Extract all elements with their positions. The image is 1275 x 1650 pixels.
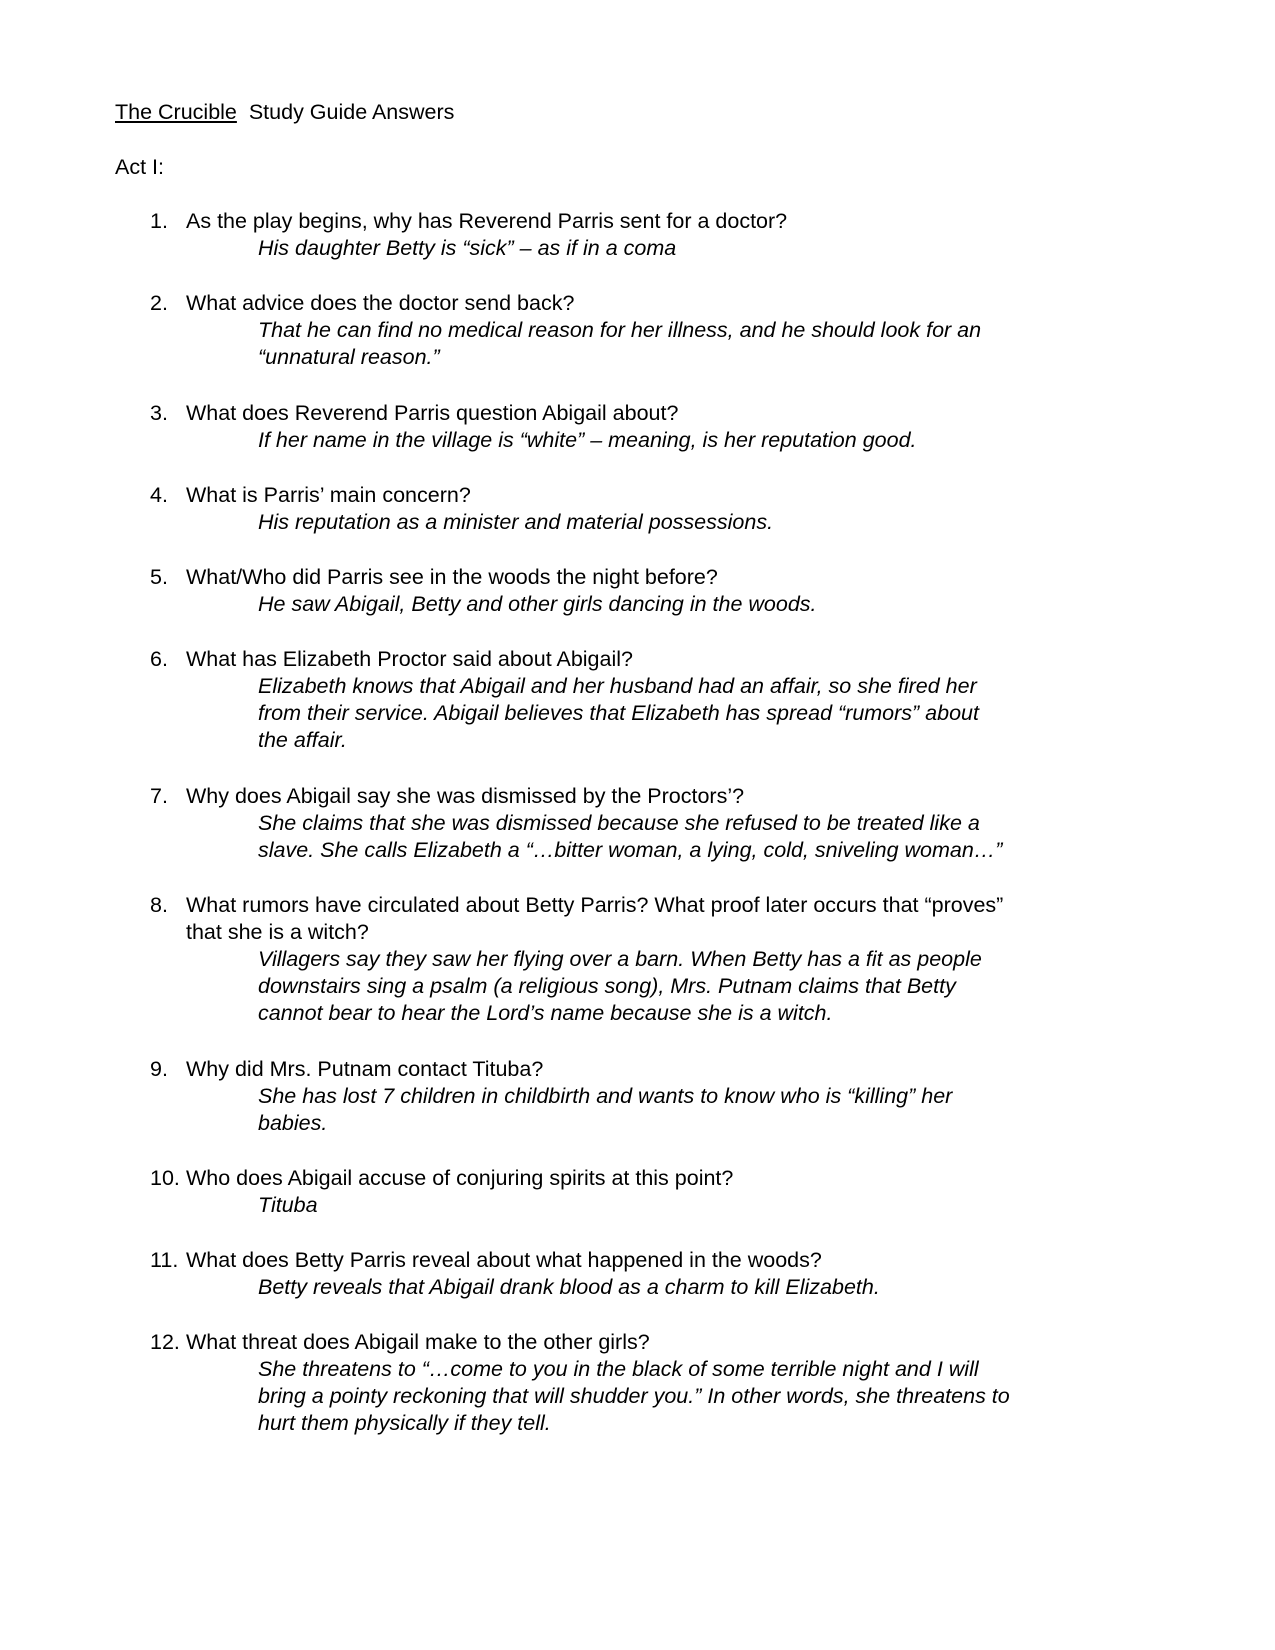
question-text: What is Parris’ main concern? [186,483,471,507]
question-text: Why does Abigail say she was dismissed by the Proctors’? [186,784,745,808]
answer-text: If her name in the village is “white” – meaning, is her reputation good. [258,428,917,452]
question-number: 4. [150,483,168,507]
answer-text: cannot bear to hear the Lord’s name because she is a witch. [258,1001,833,1025]
answer-text: She threatens to “…come to you in the black of some terrible night and I will [258,1357,979,1381]
question-number: 8. [150,893,168,917]
question-number: 11. [150,1248,179,1272]
answer-text: hurt them physically if they tell. [258,1411,551,1435]
question-number: 5. [150,565,168,589]
question-item [150,646,1150,754]
question-text: Why did Mrs. Putnam contact Tituba? [186,1057,544,1081]
answer-text: babies. [258,1111,328,1135]
question-number: 9. [150,1057,168,1081]
question-number: 2. [150,291,168,315]
answer-text: the affair. [258,728,347,752]
question-item [150,400,1150,454]
question-number: 1. [150,209,168,233]
question-text: What/Who did Parris see in the woods the night before? [186,565,718,589]
question-item [150,290,1150,371]
title-subtitle: Study Guide Answers [248,100,455,124]
answer-text: Villagers say they saw her flying over a barn. When Betty has a fit as people [258,947,982,971]
answer-text: downstairs sing a psalm (a religious song), Mrs. Putnam claims that Betty [258,974,956,998]
question-text: As the play begins, why has Reverend Parris sent for a doctor? [186,209,788,233]
answer-text: That he can find no medical reason for her illness, and he should look for an [258,318,982,342]
question-item [150,783,1150,864]
question-item [150,892,1150,1027]
question-number: 12. [150,1330,180,1354]
document-title [115,99,454,126]
answer-text: Elizabeth knows that Abigail and her husband had an affair, so she fired her [258,674,977,698]
question-item [150,1056,1150,1137]
answer-text: His daughter Betty is “sick” – as if in a coma [258,236,677,260]
question-item [150,208,1150,262]
answer-text: She has lost 7 children in childbirth and wants to know who is “killing” her [258,1084,953,1108]
question-item [150,564,1150,618]
answer-text: Tituba [258,1193,318,1217]
question-text: What has Elizabeth Proctor said about Abigail? [186,647,633,671]
question-text: Who does Abigail accuse of conjuring spirits at this point? [186,1166,734,1190]
question-item [150,1247,1150,1301]
question-number: 7. [150,784,168,808]
question-text: What does Reverend Parris question Abigail about? [186,401,679,425]
answer-text: He saw Abigail, Betty and other girls dancing in the woods. [258,592,817,616]
question-number: 3. [150,401,168,425]
answer-text: His reputation as a minister and material possessions. [258,510,774,534]
answer-text: “unnatural reason.” [258,345,440,369]
question-number: 10. [150,1166,180,1190]
question-text: What does Betty Parris reveal about what happened in the woods? [186,1248,822,1272]
question-text: What rumors have circulated about Betty Parris? What proof later occurs that “proves” [186,893,1004,917]
answer-text: bring a pointy reckoning that will shudder you.” In other words, she threatens to [258,1384,1010,1408]
question-text: that she is a witch? [186,920,369,944]
section-heading: Act I: [115,155,164,179]
answer-text: Betty reveals that Abigail drank blood as a charm to kill Elizabeth. [258,1275,880,1299]
question-item [150,1165,1150,1219]
answer-text: She claims that she was dismissed because she refused to be treated like a [258,811,980,835]
question-text: What advice does the doctor send back? [186,291,575,315]
question-item [150,482,1150,536]
question-item [150,1329,1150,1437]
question-text: What threat does Abigail make to the other girls? [186,1330,650,1354]
question-number: 6. [150,647,168,671]
answer-text: slave. She calls Elizabeth a “…bitter woman, a lying, cold, sniveling woman…” [258,838,1003,862]
title-play-name: The Crucible [115,100,237,124]
answer-text: from their service. Abigail believes that Elizabeth has spread “rumors” about [258,701,979,725]
